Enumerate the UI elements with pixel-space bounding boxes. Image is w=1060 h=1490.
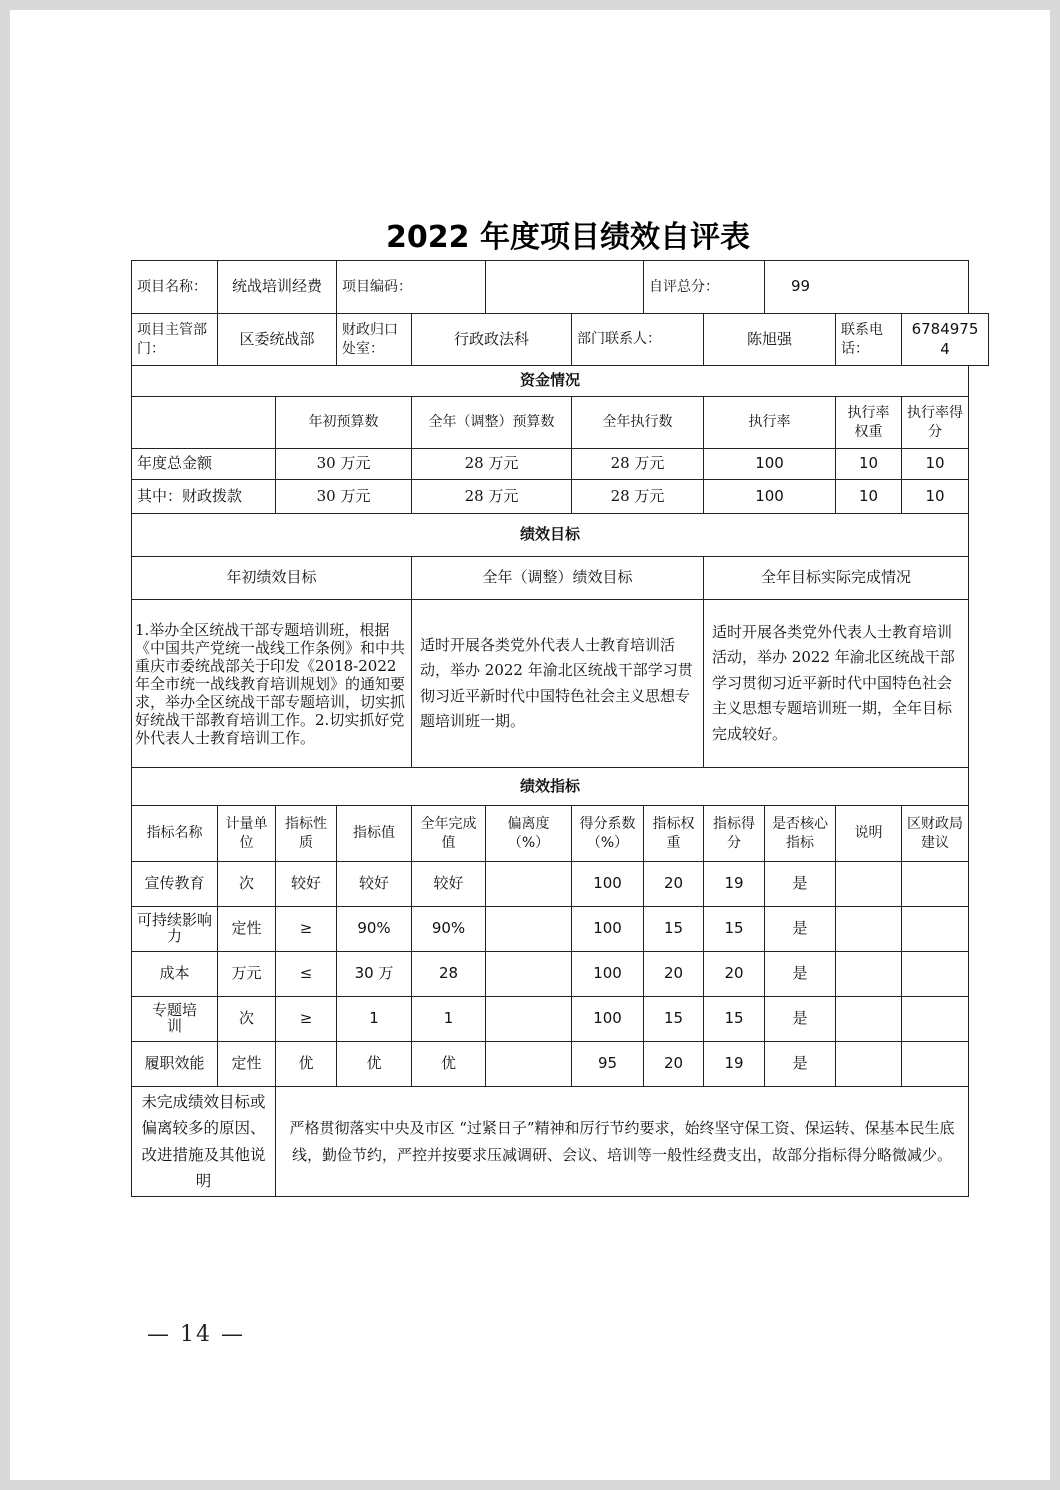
indicator-cell: 履职效能: [132, 1042, 218, 1087]
phone-label: 联系电话：: [836, 314, 902, 366]
finance-value: 行政政法科: [412, 314, 572, 366]
indicator-cell: 100: [572, 952, 644, 997]
indicator-cell: ≥: [276, 997, 337, 1042]
funds-cell: 28 万元: [572, 480, 704, 514]
indicator-header: 全年完成值: [412, 806, 486, 862]
indicator-cell: 20: [644, 1042, 704, 1087]
indicator-row: [132, 952, 989, 997]
info-row-1: [132, 261, 989, 314]
indicator-header: 指标得分: [704, 806, 765, 862]
funds-cell: 30 万元: [276, 449, 412, 480]
funds-header-initial-budget: 年初预算数: [276, 397, 412, 449]
project-name-label: 项目名称：: [132, 261, 218, 314]
indicator-cell: [486, 862, 572, 907]
funds-cell: 28 万元: [412, 480, 572, 514]
indicator-cell: 可持续影响力: [132, 907, 218, 952]
funds-header-adjusted-budget: 全年（调整）预算数: [412, 397, 572, 449]
indicator-cell: 是: [765, 907, 836, 952]
goal-initial-text: 1.举办全区统战干部专题培训班，根据《中国共产党统一战线工作条例》和中共重庆市委统战部关于印发《2018-2022 年全市统一战线教育培训规划》的通知要求，举办全区统战干部专题培训，切实抓好统战干部教育培训工作。2.切实抓好党外代表人士教育培训工作。: [132, 600, 412, 768]
self-score-label: 自评总分：: [644, 261, 765, 314]
indicator-cell: ≥: [276, 907, 337, 952]
funds-row-label: 其中：财政拨款: [132, 480, 276, 514]
funds-cell: 10: [902, 480, 969, 514]
indicator-cell: 是: [765, 1042, 836, 1087]
document-page: [10, 10, 1050, 1480]
funds-row: [132, 480, 989, 514]
project-code-label: 项目编码：: [337, 261, 486, 314]
indicator-header: 说明: [836, 806, 902, 862]
indicator-cell: 是: [765, 862, 836, 907]
indicator-cell: 是: [765, 952, 836, 997]
indicator-cell: 优: [337, 1042, 412, 1087]
indicator-header: 偏离度（%）: [486, 806, 572, 862]
indicator-cell: 95: [572, 1042, 644, 1087]
indicator-cell: [902, 997, 969, 1042]
funds-header-empty: [132, 397, 276, 449]
funds-row-label: 年度总金额: [132, 449, 276, 480]
indicator-cell: 成本: [132, 952, 218, 997]
indicator-cell: 100: [572, 997, 644, 1042]
goals-content-row: [132, 600, 989, 768]
goal-adjusted-text: 适时开展各类党外代表人士教育培训活动，举办 2022 年渝北区统战干部学习贯彻习近平新时代中国特色社会主义思想专题培训班一期。: [412, 600, 704, 768]
indicator-cell: 1: [412, 997, 486, 1042]
indicator-cell: [486, 907, 572, 952]
goals-section-title: 绩效目标: [132, 514, 969, 557]
indicator-cell: [486, 997, 572, 1042]
indicator-cell: 次: [218, 862, 276, 907]
page-title: 2022 年度项目绩效自评表: [386, 220, 750, 255]
funds-cell: 30 万元: [276, 480, 412, 514]
indicator-cell: 15: [704, 997, 765, 1042]
indicator-header: 得分系数（%）: [572, 806, 644, 862]
funds-cell: 28 万元: [572, 449, 704, 480]
indicator-cell: 较好: [337, 862, 412, 907]
indicator-cell: 100: [572, 862, 644, 907]
goals-header-adjusted: 全年（调整）绩效目标: [412, 557, 704, 600]
indicator-cell: 专题培训: [132, 997, 218, 1042]
indicator-cell: 次: [218, 997, 276, 1042]
indicator-cell: 定性: [218, 1042, 276, 1087]
indicator-cell: 优: [276, 1042, 337, 1087]
indicator-cell: [902, 1042, 969, 1087]
contact-value: 陈旭强: [704, 314, 836, 366]
indicator-cell: 30 万: [337, 952, 412, 997]
note-row: [132, 1087, 989, 1197]
indicator-cell: [486, 1042, 572, 1087]
indicator-header: 区财政局建议: [902, 806, 969, 862]
indicator-cell: 19: [704, 862, 765, 907]
indicator-cell: 万元: [218, 952, 276, 997]
indicator-cell: 1: [337, 997, 412, 1042]
indicator-cell: [836, 952, 902, 997]
indicator-cell: 28: [412, 952, 486, 997]
indicator-cell: [836, 997, 902, 1042]
phone-value: 67849754: [902, 314, 989, 366]
finance-label: 财政归口处室：: [337, 314, 412, 366]
indicator-cell: 宣传教育: [132, 862, 218, 907]
funds-header-rate: 执行率: [704, 397, 836, 449]
indicator-header: 指标权重: [644, 806, 704, 862]
indicator-header: 是否核心指标: [765, 806, 836, 862]
indicator-cell: 100: [572, 907, 644, 952]
funds-header-score: 执行率得分: [902, 397, 969, 449]
funds-section-row: [132, 366, 989, 397]
indicator-row: [132, 862, 989, 907]
indicator-cell: 15: [644, 907, 704, 952]
contact-label: 部门联系人：: [572, 314, 704, 366]
indicator-cell: 19: [704, 1042, 765, 1087]
goals-header-initial: 年初绩效目标: [132, 557, 412, 600]
goals-header-actual: 全年目标实际完成情况: [704, 557, 969, 600]
indicator-row: [132, 997, 989, 1042]
indicator-cell: 20: [704, 952, 765, 997]
funds-cell: 10: [836, 480, 902, 514]
indicator-row: [132, 907, 989, 952]
dept-value: 区委统战部: [218, 314, 337, 366]
note-text: 严格贯彻落实中央及市区 “过紧日子”精神和厉行节约要求，始终坚守保工资、保运转、保基本民生底线，勤俭节约，严控并按要求压减调研、会议、培训等一般性经费支出，故部分指标得分略微减少。: [276, 1087, 969, 1197]
indicator-row: [132, 1042, 989, 1087]
funds-cell: 100: [704, 480, 836, 514]
indicator-cell: 15: [644, 997, 704, 1042]
page-number: — 14 —: [147, 1322, 245, 1347]
note-label: 未完成绩效目标或偏离较多的原因、改进措施及其他说明: [132, 1087, 276, 1197]
dept-label: 项目主管部门：: [132, 314, 218, 366]
funds-row: [132, 449, 989, 480]
indicators-section-row: [132, 768, 989, 806]
indicator-cell: [836, 862, 902, 907]
indicator-cell: 90%: [412, 907, 486, 952]
info-row-2: [132, 314, 989, 366]
indicator-cell: 20: [644, 862, 704, 907]
funds-section-title: 资金情况: [132, 366, 969, 397]
funds-cell: 100: [704, 449, 836, 480]
indicator-header: 指标值: [337, 806, 412, 862]
indicator-cell: 90%: [337, 907, 412, 952]
project-name-value: 统战培训经费: [218, 261, 337, 314]
indicators-section-title: 绩效指标: [132, 768, 969, 806]
funds-header-weight: 执行率权重: [836, 397, 902, 449]
indicator-cell: 15: [704, 907, 765, 952]
indicator-cell: [902, 907, 969, 952]
indicator-cell: [902, 952, 969, 997]
funds-header-executed: 全年执行数: [572, 397, 704, 449]
indicator-cell: [902, 862, 969, 907]
indicator-header: 指标名称: [132, 806, 218, 862]
self-score-value: 99: [765, 261, 969, 314]
project-code-value: [486, 261, 644, 314]
funds-cell: 28 万元: [412, 449, 572, 480]
indicator-header: 计量单位: [218, 806, 276, 862]
indicator-cell: 较好: [276, 862, 337, 907]
indicators-header-row: [132, 806, 989, 862]
indicator-cell: 是: [765, 997, 836, 1042]
goals-header-row: [132, 557, 989, 600]
indicator-cell: 较好: [412, 862, 486, 907]
goal-actual-text: 适时开展各类党外代表人士教育培训活动，举办 2022 年渝北区统战干部学习贯彻习近平新时代中国特色社会主义思想专题培训班一期，全年目标完成较好。: [704, 600, 969, 768]
indicator-cell: ≤: [276, 952, 337, 997]
indicator-header: 指标性质: [276, 806, 337, 862]
funds-cell: 10: [902, 449, 969, 480]
funds-cell: 10: [836, 449, 902, 480]
funds-header-row: [132, 397, 989, 449]
indicator-cell: [486, 952, 572, 997]
goals-section-row: [132, 514, 989, 557]
evaluation-table: [131, 260, 989, 1197]
indicator-cell: 优: [412, 1042, 486, 1087]
indicator-cell: [836, 907, 902, 952]
indicator-cell: 定性: [218, 907, 276, 952]
indicator-cell: [836, 1042, 902, 1087]
indicator-cell: 20: [644, 952, 704, 997]
